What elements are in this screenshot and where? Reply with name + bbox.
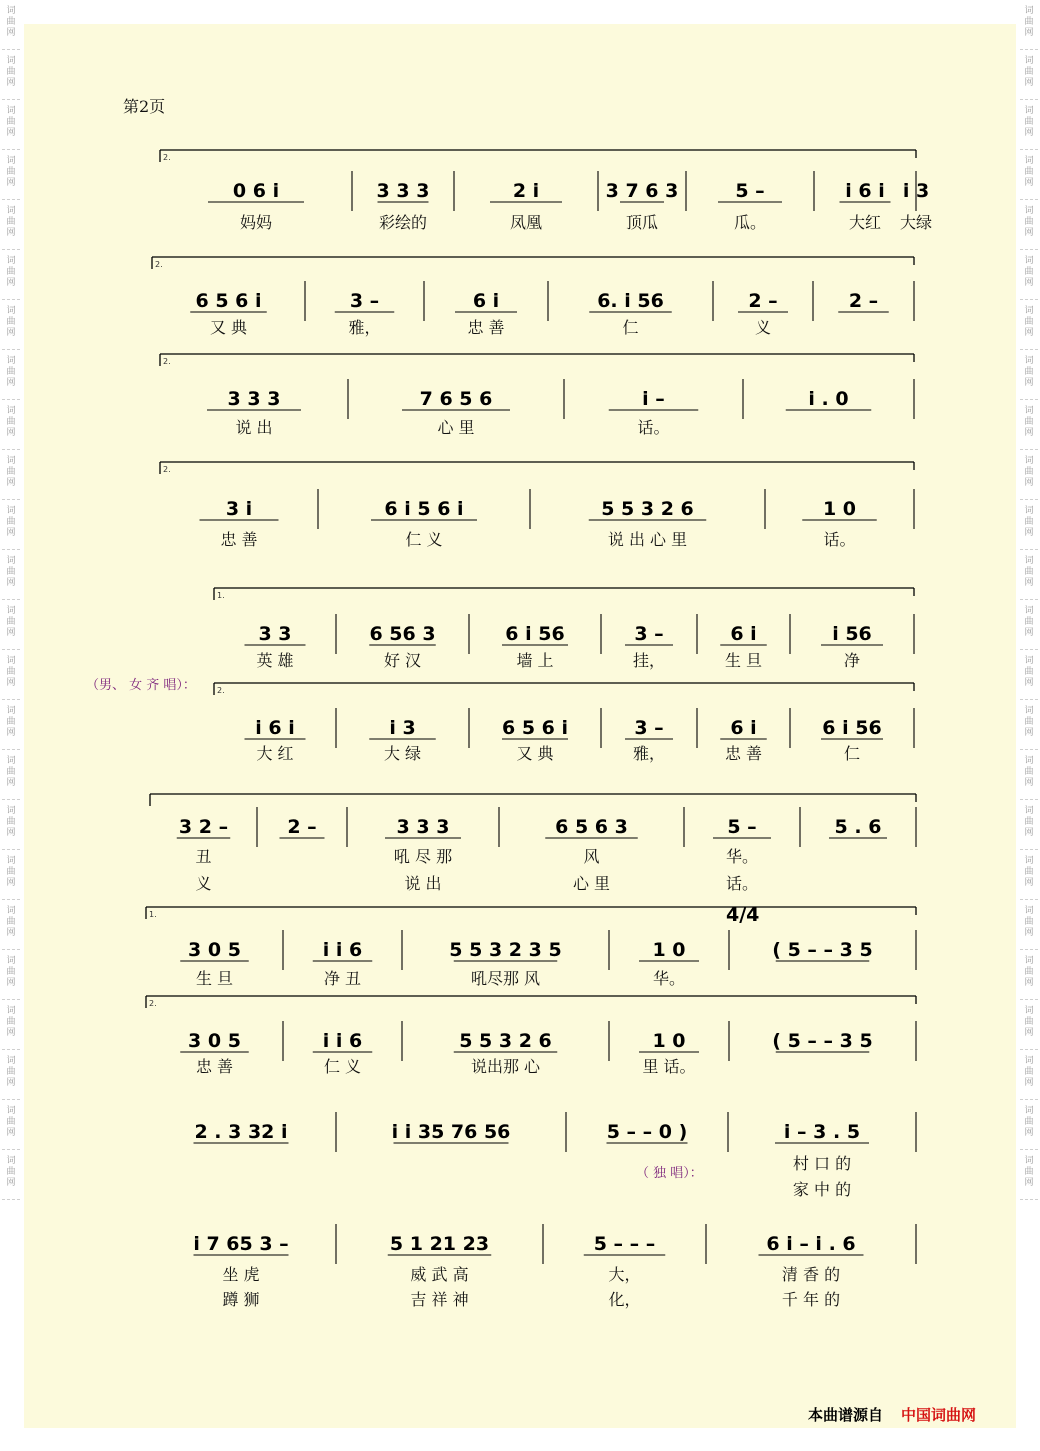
lyric-text: 心 里 xyxy=(437,418,475,437)
lyric-text: 忠 善 xyxy=(195,1057,234,1076)
measure-notes: 6 i 5 6 i xyxy=(384,498,464,520)
measure-notes: 5 – xyxy=(727,816,757,838)
watermark-text: 词曲网 xyxy=(1020,800,1038,850)
lyric-text: 化， xyxy=(608,1290,641,1309)
watermark-text: 词曲网 xyxy=(1020,600,1038,650)
watermark-text: 词曲网 xyxy=(1020,850,1038,900)
lyric-text: 净 丑 xyxy=(323,969,362,988)
watermark-text: 词曲网 xyxy=(2,400,20,450)
watermark-text: 词曲网 xyxy=(1020,400,1038,450)
measure-notes: ( 5 – – 3 5 xyxy=(772,939,873,961)
lyric-text: 雅， xyxy=(348,318,381,337)
system-svg xyxy=(160,146,933,242)
watermark-text: 词曲网 xyxy=(1020,1050,1038,1100)
lyric-text: 仁 义 xyxy=(323,1057,362,1076)
volta-label: 2. xyxy=(217,686,225,695)
lyric-text: 又 典 xyxy=(209,318,248,337)
measure-notes: 3 0 5 xyxy=(188,939,241,961)
watermark-text: 词曲网 xyxy=(2,250,20,300)
lyric-text: 仁 义 xyxy=(405,530,443,549)
watermark-text: 词曲网 xyxy=(2,0,20,50)
system-svg xyxy=(146,903,916,998)
measure-notes: 6 5 6 i xyxy=(195,290,262,312)
lyric-text: 里 话。 xyxy=(642,1057,696,1076)
watermark-text: 词曲网 xyxy=(2,1100,20,1150)
lyric-text: 大 绿 xyxy=(383,744,422,763)
measure-notes: i i 35 76 56 xyxy=(391,1121,511,1143)
measure-notes: ( 5 – – 3 5 xyxy=(772,1030,873,1052)
lyric-text: 坐 虎 xyxy=(222,1265,260,1284)
measure-notes: 2 – xyxy=(748,290,778,312)
measure-notes: 3 – xyxy=(349,290,380,312)
measure-notes: 6 i – i . 6 xyxy=(766,1233,856,1255)
measure-notes: 5 1 21 23 xyxy=(389,1233,490,1255)
watermark-text: 词曲网 xyxy=(1020,0,1038,50)
lyric-text: 生 旦 xyxy=(195,969,234,988)
measure-notes: 5 5 3 2 3 5 xyxy=(449,939,562,961)
notation-system xyxy=(150,790,916,903)
lyric-text: 话。 xyxy=(725,874,759,893)
watermark-text: 词曲网 xyxy=(2,350,20,400)
measure-notes: i . 0 xyxy=(808,388,849,410)
watermark-text: 词曲网 xyxy=(1020,350,1038,400)
lyric-text: 忠 善 xyxy=(220,530,258,549)
watermark-text: 词曲网 xyxy=(2,1150,20,1200)
system-svg xyxy=(152,253,914,347)
watermark-text: 词曲网 xyxy=(1020,1100,1038,1150)
chorus-label: （男、 女 齐 唱）： xyxy=(86,678,196,693)
measure-notes: 6 i xyxy=(730,623,757,645)
measure-notes: 5 5 3 2 6 xyxy=(459,1030,552,1052)
notation-system xyxy=(214,679,914,773)
lyric-text: 雅， xyxy=(632,744,666,763)
measure-notes: i 6 i xyxy=(845,180,885,202)
lyric-text: 义 xyxy=(195,874,212,893)
measure-notes: 3 – xyxy=(634,717,664,739)
measure-notes: 6 5 6 3 xyxy=(555,816,628,838)
lyric-text: 凤凰 xyxy=(509,213,543,232)
lyric-text: 吉 祥 神 xyxy=(410,1290,469,1309)
footer-source xyxy=(808,1404,976,1425)
watermark-text: 词曲网 xyxy=(2,150,20,200)
measure-notes: 1 0 xyxy=(652,1030,686,1052)
footer-source-text: 本曲谱源自 xyxy=(808,1406,884,1424)
notation-system xyxy=(152,253,914,347)
lyric-text: 仁 xyxy=(843,744,861,763)
lyric-text: 心 里 xyxy=(572,874,611,893)
watermark-text: 词曲网 xyxy=(1020,50,1038,100)
lyric-text: 大 红 xyxy=(256,744,294,763)
measure-notes: i 7 65 3 – xyxy=(193,1233,289,1255)
measure-notes: 0 6 i xyxy=(232,180,280,202)
lyric-text: 说 出 xyxy=(235,418,273,437)
volta-label: 2. xyxy=(155,260,163,269)
measure-notes: 2 – xyxy=(287,816,317,838)
measure-notes: 6 i 56 xyxy=(822,717,882,739)
lyric-text: 吼尽那 风 xyxy=(470,969,541,988)
lyric-text: 清 香 的 xyxy=(781,1265,841,1284)
watermark-text: 词曲网 xyxy=(2,450,20,500)
measure-notes: i i 6 xyxy=(322,939,363,961)
watermark-text: 词曲网 xyxy=(2,50,20,100)
watermark-text: 词曲网 xyxy=(1020,250,1038,300)
measure-notes: 5 – xyxy=(735,180,765,202)
measure-notes: 3 3 3 xyxy=(376,180,430,202)
measure-notes: 6 i xyxy=(472,290,500,312)
lyric-text: 家 中 的 xyxy=(792,1180,852,1199)
lyric-text: 义 xyxy=(754,318,772,337)
lyric-text: 说 出 心 里 xyxy=(607,530,688,549)
volta-label: 1. xyxy=(217,591,225,600)
left-watermark-strip xyxy=(0,0,22,1451)
watermark-text: 词曲网 xyxy=(1020,500,1038,550)
watermark-text: 词曲网 xyxy=(2,550,20,600)
lyric-text: 大， xyxy=(608,1265,641,1284)
system-svg xyxy=(214,584,914,680)
lyric-text: 净 xyxy=(843,651,861,670)
watermark-text: 词曲网 xyxy=(2,650,20,700)
volta-label: 2. xyxy=(149,999,157,1008)
watermark-text: 词曲网 xyxy=(1020,650,1038,700)
measure-notes: 1 0 xyxy=(652,939,686,961)
solo-label: （ 独 唱）： xyxy=(636,1166,703,1181)
watermark-text: 词曲网 xyxy=(2,500,20,550)
notation-system xyxy=(160,458,914,559)
lyric-text: 村 口 的 xyxy=(792,1154,852,1173)
lyric-text: 彩绘的 xyxy=(378,213,428,232)
watermark-text: 词曲网 xyxy=(2,700,20,750)
lyric-text: 顶瓜 xyxy=(625,213,659,232)
lyric-text: 说 出 xyxy=(404,874,442,893)
system-svg xyxy=(150,790,916,903)
measure-notes: 6. i 56 xyxy=(597,290,664,312)
watermark-text: 词曲网 xyxy=(1020,100,1038,150)
system-svg xyxy=(146,992,916,1086)
notation-system xyxy=(146,992,916,1086)
measure-notes: 6 56 3 xyxy=(369,623,436,645)
lyric-text: 生 旦 xyxy=(724,651,763,670)
measure-notes: 5 – – – xyxy=(593,1233,656,1255)
watermark-text: 词曲网 xyxy=(2,1050,20,1100)
volta-label: 2. xyxy=(163,465,171,474)
lyric-text: 华。 xyxy=(725,847,759,866)
measure-notes: i 56 xyxy=(832,623,872,645)
watermark-text: 词曲网 xyxy=(1020,700,1038,750)
lyric-text: 风 xyxy=(583,847,600,866)
lyric-text: 又 典 xyxy=(516,744,554,763)
measure-notes: 3 3 xyxy=(258,623,292,645)
notation-system xyxy=(146,1092,916,1209)
system-svg xyxy=(214,679,914,773)
measure-notes: 3 2 – xyxy=(178,816,229,838)
watermark-text: 词曲网 xyxy=(2,300,20,350)
watermark-text: 词曲网 xyxy=(2,800,20,850)
lyric-text: 大绿 xyxy=(899,213,933,232)
measure-notes: 2 – xyxy=(848,290,879,312)
lyric-text: 华。 xyxy=(652,969,686,988)
lyric-text: 忠 善 xyxy=(467,318,505,337)
lyric-text: 英 雄 xyxy=(256,651,294,670)
measure-notes: i – xyxy=(642,388,665,410)
watermark-text: 词曲网 xyxy=(1020,750,1038,800)
watermark-text: 词曲网 xyxy=(2,100,20,150)
lyric-text: 忠 善 xyxy=(724,744,763,763)
watermark-text: 词曲网 xyxy=(1020,1000,1038,1050)
lyric-text: 话。 xyxy=(637,418,670,437)
system-svg xyxy=(146,1092,916,1209)
watermark-text: 词曲网 xyxy=(2,750,20,800)
watermark-text: 词曲网 xyxy=(1020,550,1038,600)
volta-label: 2. xyxy=(163,357,171,366)
system-svg xyxy=(160,350,914,447)
notation-system xyxy=(160,350,914,447)
lyric-text: 挂， xyxy=(632,651,666,670)
watermark-text: 词曲网 xyxy=(1020,200,1038,250)
lyric-text: 仁 xyxy=(622,318,639,337)
watermark-text: 词曲网 xyxy=(1020,300,1038,350)
measure-notes: 3 – xyxy=(634,623,664,645)
measure-notes: 3 i xyxy=(225,498,253,520)
measure-notes: 5 5 3 2 6 xyxy=(601,498,694,520)
lyric-text: 蹲 狮 xyxy=(222,1290,260,1309)
right-watermark-strip xyxy=(1018,0,1040,1451)
system-svg xyxy=(146,1208,916,1319)
lyric-text: 墙 上 xyxy=(516,651,554,670)
watermark-text: 词曲网 xyxy=(1020,950,1038,1000)
page-number: 第2页 xyxy=(123,97,166,116)
lyric-text: 妈妈 xyxy=(239,213,273,232)
measure-notes: 1 0 xyxy=(822,498,857,520)
measure-notes: i 3 xyxy=(389,717,416,739)
volta-label: 2. xyxy=(163,153,171,162)
measure-notes: i 3 xyxy=(902,180,930,202)
measure-notes: i i 6 xyxy=(322,1030,363,1052)
notation-system xyxy=(146,903,916,998)
footer-site-name[interactable]: 中国词曲网 xyxy=(901,1406,977,1424)
watermark-text: 词曲网 xyxy=(2,600,20,650)
measure-notes: 2 i xyxy=(512,180,540,202)
watermark-text: 词曲网 xyxy=(1020,900,1038,950)
watermark-text: 词曲网 xyxy=(2,850,20,900)
measure-notes: i – 3 . 5 xyxy=(783,1121,861,1143)
watermark-text: 词曲网 xyxy=(2,950,20,1000)
lyric-text: 话。 xyxy=(823,530,856,549)
lyric-text: 大红 xyxy=(848,213,882,232)
measure-notes: 3 0 5 xyxy=(188,1030,241,1052)
notation-system xyxy=(214,584,914,680)
measure-notes: 5 – – 0 ) xyxy=(606,1121,688,1143)
lyric-text: 瓜。 xyxy=(733,213,767,232)
measure-notes: 3 3 3 xyxy=(396,816,450,838)
lyric-text: 说出那 心 xyxy=(470,1057,541,1076)
measure-notes: 3 7 6 3 xyxy=(605,180,679,202)
measure-notes: 7 6 5 6 xyxy=(419,388,493,410)
lyric-text: 千 年 的 xyxy=(781,1290,841,1309)
measure-notes: 6 5 6 i xyxy=(501,717,569,739)
watermark-text: 词曲网 xyxy=(1020,1150,1038,1200)
measure-notes: 6 i xyxy=(730,717,757,739)
watermark-text: 词曲网 xyxy=(1020,150,1038,200)
watermark-text: 词曲网 xyxy=(2,900,20,950)
lyric-text: 吼 尽 那 xyxy=(393,847,453,866)
measure-notes: 5 . 6 xyxy=(834,816,882,838)
lyric-text: 丑 xyxy=(195,847,212,866)
measure-notes: 3 3 3 xyxy=(227,388,281,410)
measure-notes: 2 . 3 32 i xyxy=(194,1121,288,1143)
time-signature: 4/4 xyxy=(726,904,760,926)
lyric-text: 威 武 高 xyxy=(410,1265,469,1284)
measure-notes: i 6 i xyxy=(255,717,295,739)
notation-system xyxy=(160,146,933,242)
volta-label: 1. xyxy=(149,910,157,919)
watermark-text: 词曲网 xyxy=(2,200,20,250)
lyric-text: 好 汉 xyxy=(383,651,422,670)
notation-system xyxy=(146,1208,916,1319)
watermark-text: 词曲网 xyxy=(2,1000,20,1050)
measure-notes: 6 i 56 xyxy=(505,623,565,645)
system-svg xyxy=(160,458,914,559)
watermark-text: 词曲网 xyxy=(1020,450,1038,500)
